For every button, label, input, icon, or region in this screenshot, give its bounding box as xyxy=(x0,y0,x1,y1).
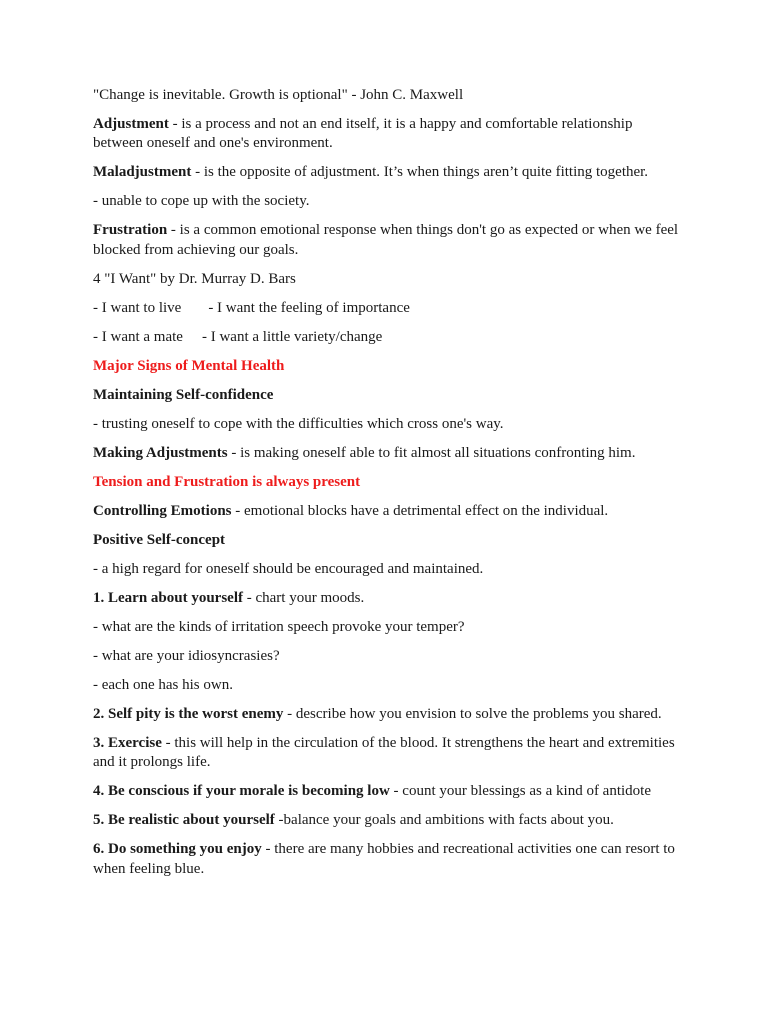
tension-heading: Tension and Frustration is always present xyxy=(93,473,361,490)
tip-text: -balance your goals and ambitions with facts about you. xyxy=(274,812,614,829)
tip-text: - count your blessings as a kind of antidote xyxy=(389,783,652,800)
tip-1 xyxy=(93,589,683,608)
making-adjustments-text: - is making oneself able to fit almost all situations confronting him. xyxy=(227,444,636,461)
tip-1-sub: - each one has his own. xyxy=(93,676,233,693)
tip-text: - chart your moods. xyxy=(243,589,365,606)
tip-term: 5. Be realistic about yourself xyxy=(93,812,275,829)
controlling-emotions-text: - emotional blocks have a detrimental effect on the individual. xyxy=(231,502,609,519)
adjustment-definition xyxy=(93,115,683,154)
adjustment-term: Adjustment xyxy=(93,116,169,132)
wants-row-1 xyxy=(93,299,683,318)
tip-6 xyxy=(93,840,683,879)
controlling-emotions xyxy=(93,502,683,521)
tip-term: 1. Learn about yourself xyxy=(93,589,243,606)
tip-1-sub: - what are the kinds of irritation speech provoke your temper? xyxy=(93,618,465,635)
want-item: - I want a mate xyxy=(93,328,183,345)
tip-5 xyxy=(93,811,683,830)
tip-text: - describe how you envision to solve the problems you shared. xyxy=(283,705,662,722)
frustration-text: - is a common emotional response when things don't go as expected or when we feel blocked from achieving our goals. xyxy=(93,222,679,258)
controlling-emotions-term: Controlling Emotions xyxy=(93,502,232,519)
document-page xyxy=(93,86,683,889)
major-signs-heading: Major Signs of Mental Health xyxy=(93,357,285,374)
self-concept-text: - a high regard for oneself should be encouraged and maintained. xyxy=(93,560,484,577)
self-confidence-text: - trusting oneself to cope with the difficulties which cross one's way. xyxy=(93,415,504,432)
maladjustment-term: Maladjustment xyxy=(93,164,192,181)
tip-4 xyxy=(93,782,683,801)
wants-title: 4 "I Want" by Dr. Murray D. Bars xyxy=(93,270,296,287)
tip-term: 4. Be conscious if your morale is becoming low xyxy=(93,783,390,800)
self-concept-term: Positive Self-concept xyxy=(93,531,226,548)
want-item: - I want a little variety/change xyxy=(201,328,383,345)
frustration-term: Frustration xyxy=(93,222,168,239)
frustration-definition xyxy=(93,221,683,260)
quote: "Change is inevitable. Growth is optional" - John C. Maxwell xyxy=(93,87,464,103)
tip-1-sub: - what are your idiosyncrasies? xyxy=(93,647,280,664)
making-adjustments xyxy=(93,444,683,463)
tip-term: 3. Exercise xyxy=(93,734,162,751)
maladjustment-note: - unable to cope up with the society. xyxy=(93,193,310,210)
tip-3 xyxy=(93,734,683,773)
adjustment-text: - is a process and not an end itself, it is a happy and comfortable relationship between oneself and one's environment. xyxy=(93,116,633,152)
tip-text: - there are many hobbies and recreational activities one can resort to when feeling blue. xyxy=(93,841,675,877)
want-item: - I want the feeling of importance xyxy=(208,299,410,316)
tip-term: 2. Self pity is the worst enemy xyxy=(93,705,284,722)
tip-text: - this will help in the circulation of the blood. It strengthens the heart and extremities and it prolongs life. xyxy=(93,734,675,771)
making-adjustments-term: Making Adjustments xyxy=(93,444,228,461)
tip-2 xyxy=(93,705,683,724)
maladjustment-text: - is the opposite of adjustment. It’s when things aren’t quite fitting together. xyxy=(191,164,649,181)
wants-row-2 xyxy=(93,328,683,347)
tip-term: 6. Do something you enjoy xyxy=(93,841,262,858)
self-confidence-term: Maintaining Self-confidence xyxy=(93,386,274,403)
maladjustment-definition xyxy=(93,163,683,182)
want-item: - I want to live xyxy=(93,299,182,316)
